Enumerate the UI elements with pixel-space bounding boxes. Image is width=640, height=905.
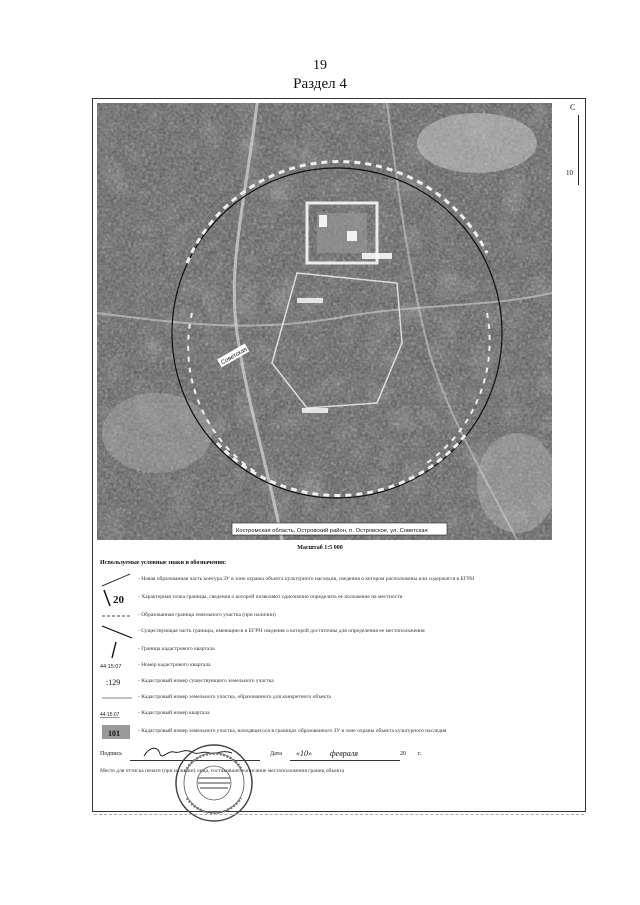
round-seal-stamp [173, 742, 255, 824]
north-tick: 10 [566, 169, 573, 177]
legend-item: 101 - Кадастровый номер земельного участка, находящегося в границах образованного ЗУ в зоне охраны объекта культурного наследия [100, 722, 580, 742]
legend-item: - Кадастровый номер земельного участка, образованного для конкретного объекта [138, 694, 331, 700]
road-label: Советская [220, 346, 249, 367]
bottom-divider [94, 814, 584, 815]
north-line [578, 115, 579, 185]
north-label: С [570, 103, 576, 112]
seal-place-text: Место для оттиска печати (при наличии) лица, составившего описание местоположения границ объекта [100, 768, 345, 774]
date-year-suffix: г. [418, 751, 422, 757]
date-month: февраля [330, 749, 358, 758]
point-number-sample: 20 [113, 594, 124, 606]
legend-item: - Граница кадастрового квартала [100, 640, 580, 660]
page-number: 19 [313, 58, 327, 73]
legend-item: - Образованная граница земельного участка (при наличии) [138, 612, 276, 618]
north-arrow [560, 103, 584, 193]
date-year-prefix: 20 [400, 751, 406, 757]
legend-item: 20 - Характерная точка границы, сведения о которой позволяют однозначно определить ее положение на местности [100, 588, 580, 608]
date-day: «10» [296, 749, 312, 758]
signature-label: Подпись [100, 751, 123, 757]
legend-item: - Существующая часть границы, имеющиеся в ЕГРН сведения о которой достаточны для определения ее местоположения [100, 622, 580, 642]
section-title: Раздел 4 [293, 76, 347, 92]
legend-item: :129 - Кадастровый номер существующего земельного участка [106, 678, 274, 687]
date-line [290, 760, 400, 761]
legend-title: Используемые условные знаки и обозначения: [100, 560, 227, 566]
svg-text:101: 101 [108, 729, 120, 738]
legend-item: 44:15:07 - Номер кадастрового квартала [100, 662, 211, 670]
map-scale: Масштаб 1:5 000 [297, 545, 343, 551]
address-caption: Костромская область, Островский район, п. Островское, ул. Советская [236, 528, 428, 534]
satellite-map [97, 103, 552, 540]
legend-item: - Новая образованная часть контура ЗУ в зоне охраны объекта культурного наследия, сведения о котором расположены или содержатся в ЕГРН [100, 570, 580, 590]
signature-row [100, 748, 570, 766]
svg-text:44:15:07: 44:15:07 [100, 712, 120, 718]
svg-text:44:15:07: 44:15:07 [100, 664, 122, 670]
legend-item: 44:15:07 - Кадастровый номер квартала [100, 710, 210, 718]
svg-text::129: :129 [106, 678, 121, 687]
date-label: Дата [270, 751, 282, 757]
